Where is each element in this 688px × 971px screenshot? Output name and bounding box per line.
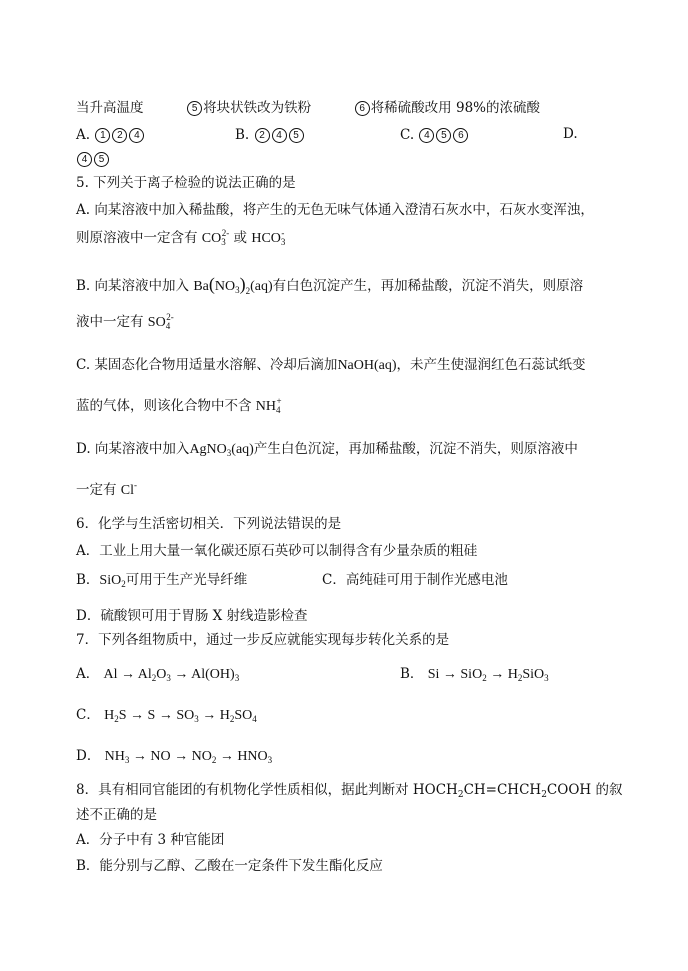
q4-conditions-line (76, 101, 540, 116)
q8-stem-line1: 8．具有相同官能团的有机物化学性质相似，据此判断对 $HOCH_2CH=CHCH_2COOH$ 的叙 (76, 782, 623, 800)
q4-option-c: C. 4 5 6 (400, 128, 469, 143)
circled-2-icon: 2 (112, 128, 127, 143)
circled-4-icon: 4 (419, 128, 434, 143)
q5-option-a-line2: 则原溶液中一定含有 $CO_3^{2-}$ 或 $HCO_3^-$ (76, 228, 286, 247)
q5-option-c-line1: C. 某固态化合物用适量水溶解、冷却后滴加NaOH(aq)，未产生使湿润红色石蕊试纸变 (76, 357, 586, 373)
q5-option-b-line1: B. 向某溶液中加入 $Ba(NO_3)_2(aq)$有白色沉淀产生，再加稀盐酸，沉淀不消失，则原溶 (76, 274, 584, 296)
q6-option-b: B．SiO$_2$可用于生产光导纤维 (76, 572, 248, 589)
circled-4-icon: 4 (272, 128, 287, 143)
q5-option-d-line2: 一定有 Cl- (76, 480, 138, 498)
circled-6-icon: 6 (355, 101, 370, 116)
circled-5-icon: 5 (436, 128, 451, 143)
nitrogen-chain-formula: $NH_3$ → NO → $NO_2 \to HNO_3$ (104, 749, 273, 765)
circled-5-icon: 5 (94, 152, 109, 167)
bicarbonate-formula: $HCO_3^-$ (251, 228, 286, 247)
circled-2-icon: 2 (255, 128, 270, 143)
q4-option-a: A. 1 2 4 (76, 128, 145, 143)
q6-option-a: A．工业上用大量一氧化碳还原石英砂可以制得含有少量杂质的粗硅 (76, 543, 478, 559)
q4-option-b: B. 2 4 5 (235, 128, 305, 143)
q4-option-d (76, 152, 110, 167)
ammonium-formula: $NH_4^+$ (255, 396, 282, 415)
circled-1-icon: 1 (95, 128, 110, 143)
silver-nitrate-formula: AgNO$_3$(aq) (189, 442, 254, 458)
chloride-formula: Cl- (120, 480, 138, 498)
barium-nitrate-formula: $Ba(NO_3)_2(aq)$ (193, 274, 273, 296)
q5-option-c-line2: 蓝的气体，则该化合物中不含 $NH_4^+$ (76, 396, 282, 415)
q6-option-d: D．硫酸钡可用于胃肠 X 射线造影检查 (76, 608, 308, 624)
q4-option-d-label: D. (563, 126, 578, 142)
silicon-chain-formula: $Si \to SiO_2 \to H_2SiO_3$ (427, 667, 549, 683)
q7-option-b: B． $Si \to SiO_2 \to H_2SiO_3$ (400, 666, 549, 683)
q6-stem: 6．化学与生活密切相关．下列说法错误的是 (76, 516, 342, 532)
q4-condition-6: 将稀硫酸改用 98%的浓硫酸 (370, 100, 540, 116)
q8-option-b: B．能分别与乙醇、乙酸在一定条件下发生酯化反应 (76, 858, 383, 874)
circled-5-icon: 5 (289, 128, 304, 143)
q5-option-a-line1: A. 向某溶液中加入稀盐酸，将产生的无色无味气体通入澄清石灰水中，石灰水变浑浊， (76, 202, 594, 218)
aluminum-chain-formula: $Al \to Al_2O_3 \to Al(OH)_3$ (103, 667, 240, 683)
q4-condition-5: 将块状铁改为铁粉 (203, 100, 312, 116)
q8-stem-line2: 述不正确的是 (76, 807, 157, 823)
sodium-hydroxide-formula: NaOH(aq) (337, 358, 397, 373)
q5-option-d-line1: D. 向某溶液中加入AgNO$_3$(aq)产生白色沉淀，再加稀盐酸，沉淀不消失，则原溶液中 (76, 441, 578, 458)
sulfur-chain-formula: $H_2S \to S \to SO_3 \to H_2SO_4$ (104, 708, 257, 724)
circled-6-icon: 6 (453, 128, 468, 143)
q7-option-d: D． $NH_3$ → NO → $NO_2 \to HNO_3$ (76, 748, 273, 765)
silica-formula: SiO$_2$ (99, 573, 126, 589)
circled-4-icon: 4 (129, 128, 144, 143)
sulfate-formula: $SO_4^{2-}$ (147, 312, 174, 331)
q8-option-a: A．分子中有 3 种官能团 (76, 832, 225, 848)
q5-option-b-line2: 液中一定有 $SO_4^{2-}$ (76, 312, 174, 331)
q6-option-c: C．高纯硅可用于制作光感电池 (322, 572, 508, 588)
carbonate-formula: $CO_3^{2-}$ (201, 228, 230, 247)
circled-4-icon: 4 (77, 152, 92, 167)
q7-option-c: C． $H_2S \to S \to SO_3 \to H_2SO_4$ (76, 707, 257, 724)
q7-option-a: A． $Al \to Al_2O_3 \to Al(OH)_3$ (76, 666, 240, 683)
q7-stem: 7．下列各组物质中，通过一步反应就能实现每步转化关系的是 (76, 632, 450, 648)
q4-condition-4: 当升高温度 (76, 100, 144, 116)
circled-5-icon: 5 (187, 101, 202, 116)
q5-stem: 5. 下列关于离子检验的说法正确的是 (76, 175, 296, 191)
